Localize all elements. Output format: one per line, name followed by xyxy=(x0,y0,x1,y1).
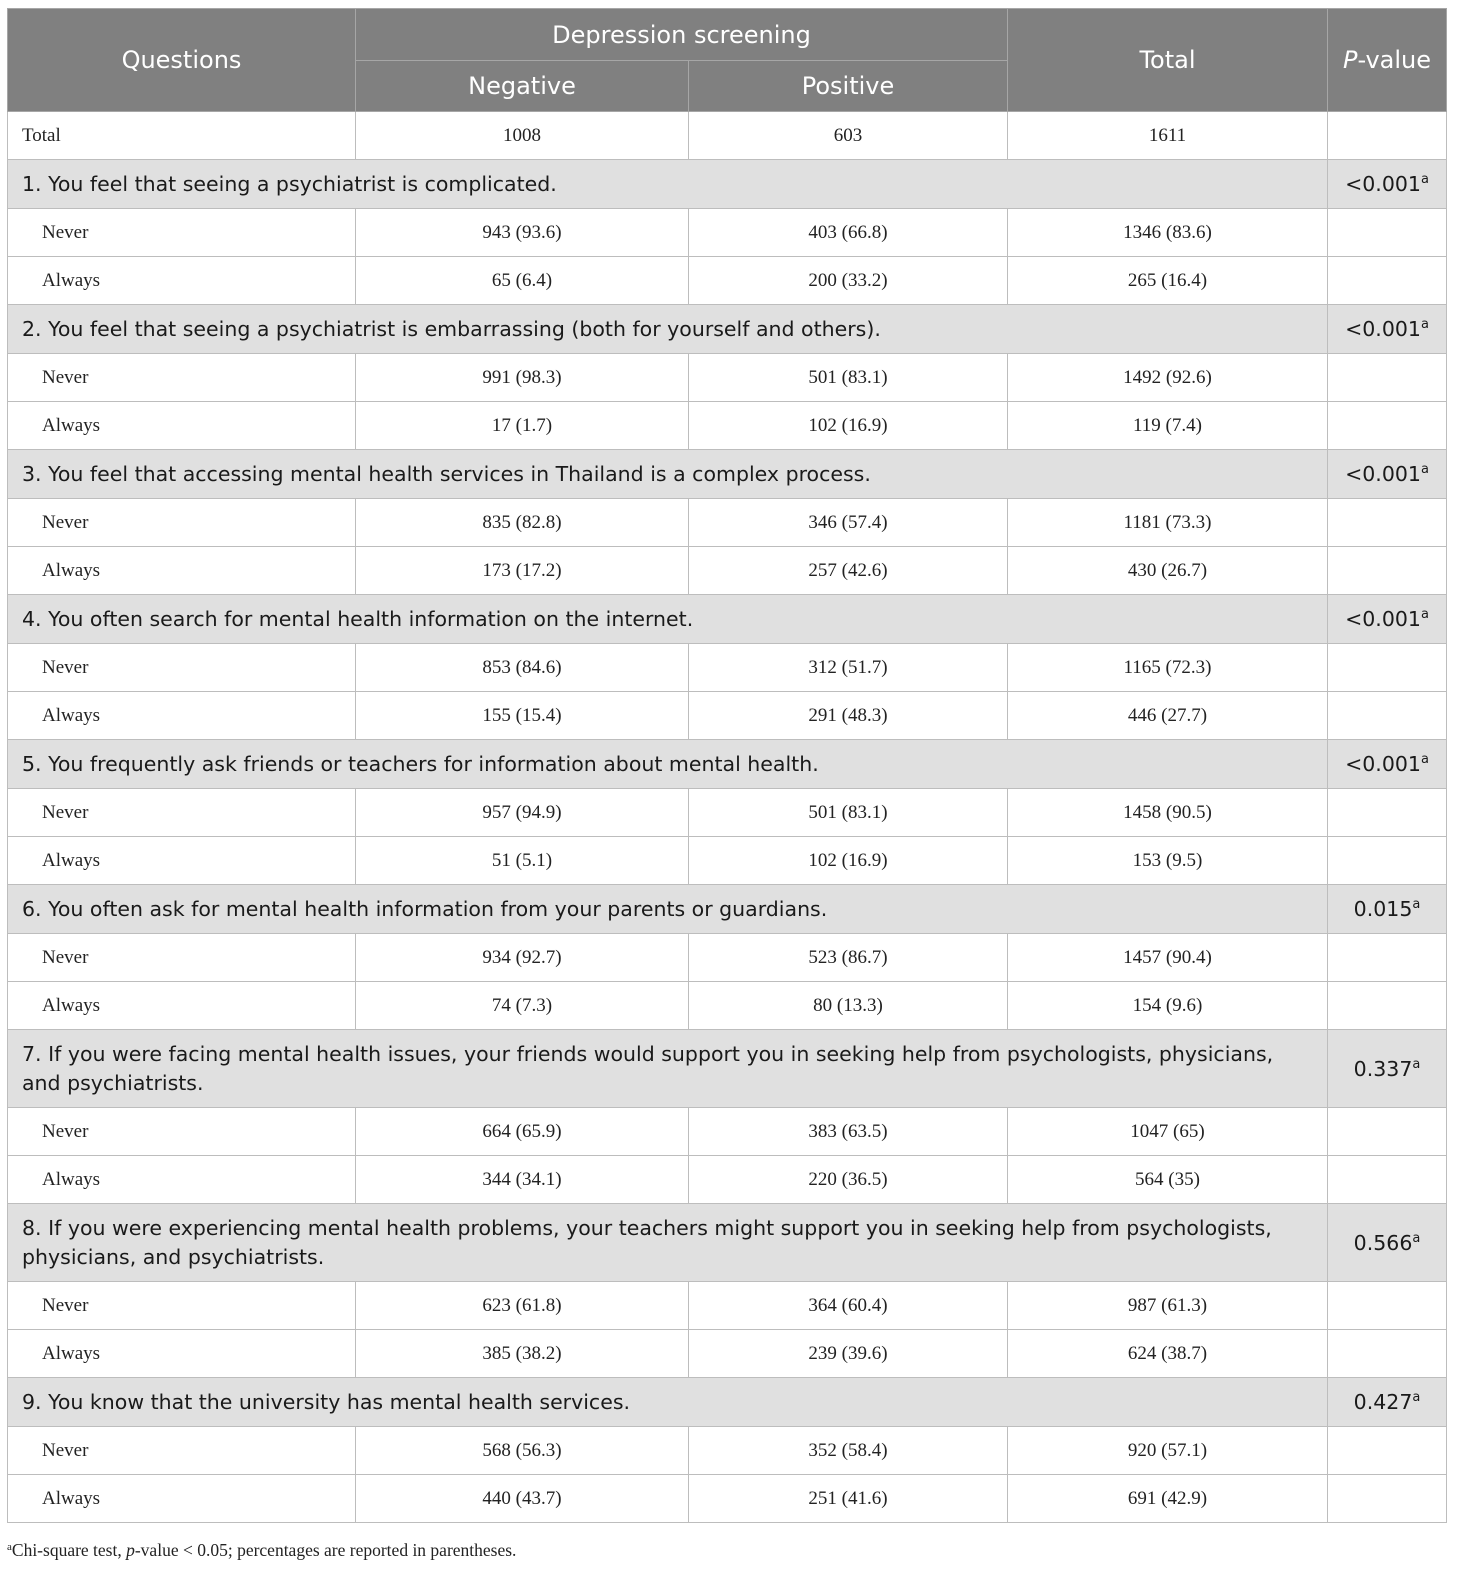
p-value-footnote-marker: a xyxy=(1412,897,1421,912)
response-positive: 312 (51.7) xyxy=(689,644,1008,692)
question-row xyxy=(8,305,1447,354)
response-positive: 501 (83.1) xyxy=(689,789,1008,837)
p-value-footnote-marker: a xyxy=(1412,1056,1421,1072)
p-value-text: <0.001 xyxy=(1345,607,1421,631)
response-p-empty xyxy=(1328,257,1447,305)
header-negative: Negative xyxy=(356,61,689,112)
response-p-empty xyxy=(1328,789,1447,837)
header-total: Total xyxy=(1008,9,1328,112)
response-p-empty xyxy=(1328,209,1447,257)
response-positive: 523 (86.7) xyxy=(689,934,1008,982)
p-value-text: 0.427 xyxy=(1353,1390,1413,1414)
response-negative: 17 (1.7) xyxy=(356,402,689,450)
results-table-container xyxy=(7,8,1446,1523)
response-negative: 74 (7.3) xyxy=(356,982,689,1030)
question-text: 7. If you were facing mental health issues, your friends would support you in seeking help from psychologists, physicians, and psychiatrists. xyxy=(8,1030,1328,1108)
header-p-rest: -value xyxy=(1357,46,1432,74)
response-p-empty xyxy=(1328,499,1447,547)
response-negative: 853 (84.6) xyxy=(356,644,689,692)
response-total: 691 (42.9) xyxy=(1008,1475,1328,1523)
response-p-empty xyxy=(1328,1330,1447,1378)
response-total: 1457 (90.4) xyxy=(1008,934,1328,982)
response-total: 920 (57.1) xyxy=(1008,1427,1328,1475)
total-row-label: Total xyxy=(8,112,356,160)
footnote-part1: Chi-square test, xyxy=(11,1540,127,1560)
response-label: Always xyxy=(8,1156,356,1204)
response-positive: 383 (63.5) xyxy=(689,1108,1008,1156)
question-p-value xyxy=(1328,450,1447,499)
response-negative: 943 (93.6) xyxy=(356,209,689,257)
response-negative: 623 (61.8) xyxy=(356,1282,689,1330)
question-p-value xyxy=(1328,305,1447,354)
total-row-total: 1611 xyxy=(1008,112,1328,160)
total-row-p xyxy=(1328,112,1447,160)
total-row-negative: 1008 xyxy=(356,112,689,160)
p-value-text: 0.566 xyxy=(1353,1230,1413,1255)
p-value-footnote-marker: a xyxy=(1412,1230,1421,1246)
p-value-text: 0.015 xyxy=(1353,897,1413,921)
response-label: Never xyxy=(8,789,356,837)
response-label: Always xyxy=(8,837,356,885)
p-value-text: <0.001 xyxy=(1345,172,1421,196)
response-total: 1181 (73.3) xyxy=(1008,499,1328,547)
response-p-empty xyxy=(1328,1282,1447,1330)
response-label: Always xyxy=(8,257,356,305)
response-label: Always xyxy=(8,1475,356,1523)
response-row xyxy=(8,1282,1447,1330)
total-row-positive: 603 xyxy=(689,112,1008,160)
question-row xyxy=(8,160,1447,209)
p-value-text: <0.001 xyxy=(1345,752,1421,776)
response-total: 987 (61.3) xyxy=(1008,1282,1328,1330)
response-negative: 664 (65.9) xyxy=(356,1108,689,1156)
response-row xyxy=(8,257,1447,305)
question-p-value xyxy=(1328,160,1447,209)
response-negative: 835 (82.8) xyxy=(356,499,689,547)
response-positive: 200 (33.2) xyxy=(689,257,1008,305)
response-negative: 440 (43.7) xyxy=(356,1475,689,1523)
header-depression-screening: Depression screening xyxy=(356,9,1008,61)
response-negative: 934 (92.7) xyxy=(356,934,689,982)
response-label: Never xyxy=(8,499,356,547)
response-positive: 403 (66.8) xyxy=(689,209,1008,257)
response-total: 265 (16.4) xyxy=(1008,257,1328,305)
response-negative: 568 (56.3) xyxy=(356,1427,689,1475)
p-value-footnote-marker: a xyxy=(1420,172,1429,187)
total-row xyxy=(8,112,1447,160)
response-negative: 385 (38.2) xyxy=(356,1330,689,1378)
response-negative: 155 (15.4) xyxy=(356,692,689,740)
results-table xyxy=(7,8,1447,1523)
response-negative: 991 (98.3) xyxy=(356,354,689,402)
question-row xyxy=(8,1030,1447,1108)
question-row xyxy=(8,1378,1447,1427)
response-label: Never xyxy=(8,644,356,692)
table-body xyxy=(8,112,1447,1523)
response-row xyxy=(8,547,1447,595)
response-row xyxy=(8,209,1447,257)
response-row xyxy=(8,934,1447,982)
response-total: 430 (26.7) xyxy=(1008,547,1328,595)
header-questions: Questions xyxy=(8,9,356,112)
response-label: Always xyxy=(8,402,356,450)
question-p-value xyxy=(1328,740,1447,789)
footnote-marker: a xyxy=(7,1541,12,1553)
header-positive: Positive xyxy=(689,61,1008,112)
response-total: 1047 (65) xyxy=(1008,1108,1328,1156)
p-value-footnote-marker: a xyxy=(1420,752,1429,767)
response-p-empty xyxy=(1328,644,1447,692)
question-row xyxy=(8,595,1447,644)
p-value-text: <0.001 xyxy=(1345,317,1421,341)
response-total: 564 (35) xyxy=(1008,1156,1328,1204)
question-text: 4. You often search for mental health information on the internet. xyxy=(8,595,1328,644)
response-row xyxy=(8,1427,1447,1475)
table-header xyxy=(8,9,1447,112)
response-negative: 51 (5.1) xyxy=(356,837,689,885)
question-text: 6. You often ask for mental health information from your parents or guardians. xyxy=(8,885,1328,934)
response-p-empty xyxy=(1328,1108,1447,1156)
question-text: 3. You feel that accessing mental health services in Thailand is a complex process. xyxy=(8,450,1328,499)
response-negative: 957 (94.9) xyxy=(356,789,689,837)
response-negative: 65 (6.4) xyxy=(356,257,689,305)
response-positive: 257 (42.6) xyxy=(689,547,1008,595)
response-label: Never xyxy=(8,934,356,982)
question-text: 5. You frequently ask friends or teachers for information about mental health. xyxy=(8,740,1328,789)
question-p-value xyxy=(1328,885,1447,934)
response-p-empty xyxy=(1328,692,1447,740)
response-negative: 173 (17.2) xyxy=(356,547,689,595)
header-p-italic: P xyxy=(1342,46,1358,74)
response-row xyxy=(8,1156,1447,1204)
response-total: 119 (7.4) xyxy=(1008,402,1328,450)
p-value-footnote-marker: a xyxy=(1412,1390,1421,1405)
question-row xyxy=(8,885,1447,934)
footnote-part2: -value < 0.05; percentages are reported in parentheses. xyxy=(134,1540,517,1560)
response-label: Always xyxy=(8,1330,356,1378)
response-total: 153 (9.5) xyxy=(1008,837,1328,885)
response-label: Never xyxy=(8,1282,356,1330)
response-p-empty xyxy=(1328,402,1447,450)
response-p-empty xyxy=(1328,1475,1447,1523)
question-p-value xyxy=(1328,1378,1447,1427)
response-positive: 364 (60.4) xyxy=(689,1282,1008,1330)
p-value-footnote-marker: a xyxy=(1420,462,1429,477)
response-p-empty xyxy=(1328,982,1447,1030)
response-label: Never xyxy=(8,354,356,402)
response-row xyxy=(8,402,1447,450)
response-p-empty xyxy=(1328,934,1447,982)
response-row xyxy=(8,1475,1447,1523)
question-row xyxy=(8,1204,1447,1282)
response-p-empty xyxy=(1328,1427,1447,1475)
p-value-text: <0.001 xyxy=(1345,462,1421,486)
question-text: 9. You know that the university has mental health services. xyxy=(8,1378,1328,1427)
response-row xyxy=(8,499,1447,547)
response-total: 1346 (83.6) xyxy=(1008,209,1328,257)
response-row xyxy=(8,1330,1447,1378)
response-row xyxy=(8,1108,1447,1156)
response-p-empty xyxy=(1328,547,1447,595)
response-positive: 251 (41.6) xyxy=(689,1475,1008,1523)
question-row xyxy=(8,450,1447,499)
header-p-value xyxy=(1328,9,1447,112)
question-text: 2. You feel that seeing a psychiatrist is embarrassing (both for yourself and others). xyxy=(8,305,1328,354)
response-p-empty xyxy=(1328,837,1447,885)
p-value-footnote-marker: a xyxy=(1420,317,1429,332)
response-positive: 220 (36.5) xyxy=(689,1156,1008,1204)
response-total: 624 (38.7) xyxy=(1008,1330,1328,1378)
question-text: 1. You feel that seeing a psychiatrist is complicated. xyxy=(8,160,1328,209)
question-p-value xyxy=(1328,1030,1447,1108)
response-row xyxy=(8,982,1447,1030)
response-label: Never xyxy=(8,1427,356,1475)
response-positive: 80 (13.3) xyxy=(689,982,1008,1030)
response-positive: 102 (16.9) xyxy=(689,837,1008,885)
response-row xyxy=(8,644,1447,692)
response-label: Always xyxy=(8,547,356,595)
footnote-italic-p: p xyxy=(126,1540,135,1560)
response-total: 446 (27.7) xyxy=(1008,692,1328,740)
p-value-footnote-marker: a xyxy=(1420,607,1429,622)
response-positive: 346 (57.4) xyxy=(689,499,1008,547)
response-positive: 239 (39.6) xyxy=(689,1330,1008,1378)
response-p-empty xyxy=(1328,1156,1447,1204)
response-total: 1492 (92.6) xyxy=(1008,354,1328,402)
response-negative: 344 (34.1) xyxy=(356,1156,689,1204)
table-footnote xyxy=(7,1540,516,1561)
response-positive: 102 (16.9) xyxy=(689,402,1008,450)
p-value-text: 0.337 xyxy=(1353,1056,1413,1081)
response-row xyxy=(8,837,1447,885)
response-label: Never xyxy=(8,209,356,257)
question-text: 8. If you were experiencing mental health problems, your teachers might support you in seeking help from psychologists, physicians, and psychiatrists. xyxy=(8,1204,1328,1282)
response-label: Always xyxy=(8,692,356,740)
response-row xyxy=(8,354,1447,402)
response-total: 1458 (90.5) xyxy=(1008,789,1328,837)
response-positive: 501 (83.1) xyxy=(689,354,1008,402)
response-label: Never xyxy=(8,1108,356,1156)
question-row xyxy=(8,740,1447,789)
response-total: 154 (9.6) xyxy=(1008,982,1328,1030)
response-row xyxy=(8,789,1447,837)
response-label: Always xyxy=(8,982,356,1030)
response-p-empty xyxy=(1328,354,1447,402)
response-total: 1165 (72.3) xyxy=(1008,644,1328,692)
question-p-value xyxy=(1328,595,1447,644)
response-row xyxy=(8,692,1447,740)
response-positive: 291 (48.3) xyxy=(689,692,1008,740)
response-positive: 352 (58.4) xyxy=(689,1427,1008,1475)
question-p-value xyxy=(1328,1204,1447,1282)
